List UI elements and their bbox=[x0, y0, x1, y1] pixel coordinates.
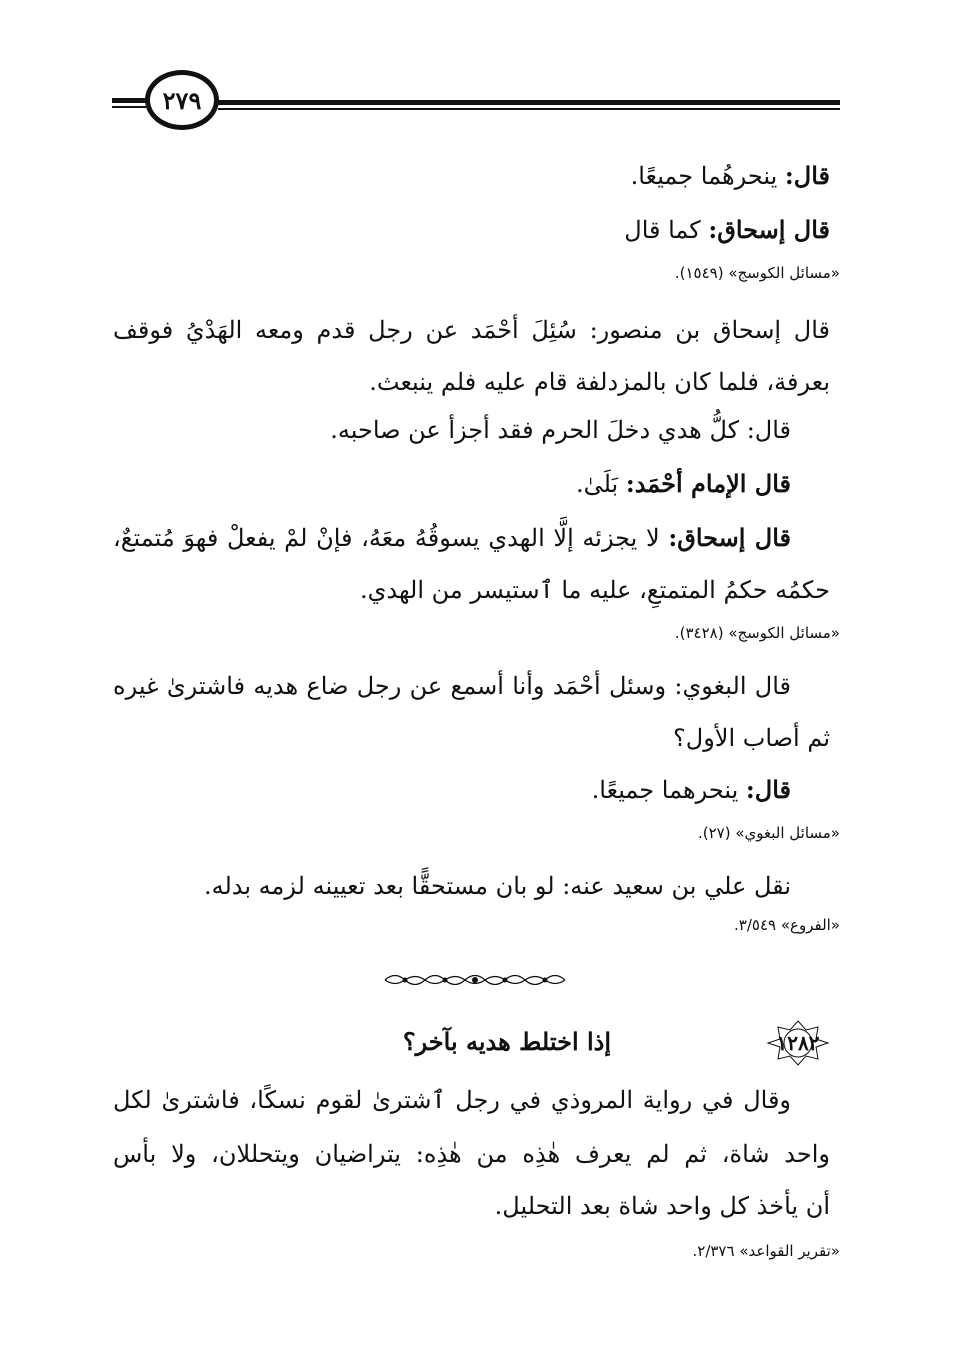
text-line: قال: كلُّ هدي دخلَ الحرم فقد أجزأ عن صاحبه. bbox=[330, 416, 791, 444]
text-line bbox=[592, 770, 791, 810]
text-line: ثم أصاب الأول؟ bbox=[673, 724, 830, 752]
header-rule-thin bbox=[218, 108, 840, 110]
header-rule-left-thin bbox=[112, 106, 148, 108]
speaker: قال: bbox=[784, 161, 830, 190]
citation-text: «مسائل الكوسج» (٣٤٢٨). bbox=[674, 624, 840, 642]
header-rule-thick bbox=[218, 100, 840, 105]
line-text: لا يجزئه إلَّا الهدي يسوقُهُ معَهُ، فإنْ لمْ يفعلْ فهوَ مُتمتعٌ، bbox=[113, 524, 669, 552]
text-line: واحد شاة، ثم لم يعرف هٰذِه من هٰذِه: يتراضيان ويتحللان، ولا بأس bbox=[113, 1140, 830, 1168]
citation bbox=[440, 914, 840, 936]
ornament-icon bbox=[380, 968, 570, 992]
citation bbox=[440, 1240, 840, 1262]
line-text: كما قال bbox=[624, 216, 709, 244]
text-line bbox=[631, 156, 830, 196]
text-line: أن يأخذ كل واحد شاة بعد التحليل. bbox=[494, 1192, 830, 1220]
text-line: حكمُه حكمُ المتمتعِ، عليه ما ٱستيسر من الهدي. bbox=[359, 576, 830, 604]
speaker: قال إسحاق: bbox=[708, 215, 830, 244]
text-line: نقل علي بن سعيد عنه: لو بان مستحقًّا بعد تعيينه لزمه بدله. bbox=[203, 872, 791, 900]
line-text: ينحرهُما جميعًا. bbox=[630, 162, 785, 190]
citation-text: «الفروع» ٣/٥٤٩. bbox=[734, 916, 840, 934]
header-rule-left-thick bbox=[112, 98, 148, 103]
citation-text: «مسائل الكوسج» (١٥٤٩). bbox=[674, 264, 840, 282]
section-number-badge bbox=[758, 1018, 838, 1068]
page-header bbox=[0, 0, 953, 150]
section-title: إذا اختلط هديه بآخر؟ bbox=[402, 1027, 611, 1056]
citation bbox=[440, 822, 840, 844]
text-line: بعرفة، فلما كان بالمزدلفة قام عليه فلم ينبعث. bbox=[369, 368, 830, 396]
citation bbox=[440, 622, 840, 644]
citation-text: «مسائل البغوي» (٢٧). bbox=[697, 824, 840, 842]
section-divider-ornament bbox=[380, 968, 570, 992]
citation-text: «تقرير القواعد» ٢/٣٧٦. bbox=[692, 1242, 840, 1260]
text-line bbox=[576, 464, 791, 504]
text-line: قال البغوي: وسئل أحْمَد وأنا أسمع عن رجل ضاع هديه فاشترىٰ غيره bbox=[113, 672, 791, 700]
text-line: قال إسحاق بن منصور: سُئِلَ أحْمَد عن رجل قدم ومعه الهَدْيُ فوقف bbox=[113, 316, 830, 344]
citation bbox=[440, 262, 840, 284]
speaker: قال: bbox=[745, 775, 791, 804]
page-number: ٢٧٩ bbox=[145, 70, 219, 130]
section-number: ١٢٨٢ bbox=[776, 1031, 820, 1055]
text-line bbox=[624, 210, 830, 250]
text-line bbox=[113, 518, 791, 558]
line-text: ينحرهما جميعًا. bbox=[591, 776, 746, 804]
text-line: وقال في رواية المروذي في رجل ٱشترىٰ لقوم نسكًا، فاشترىٰ لكل bbox=[113, 1086, 791, 1114]
speaker: قال إسحاق: bbox=[668, 523, 791, 552]
speaker: قال الإمام أحْمَد: bbox=[625, 469, 791, 498]
line-text: بَلَىٰ. bbox=[575, 470, 626, 498]
